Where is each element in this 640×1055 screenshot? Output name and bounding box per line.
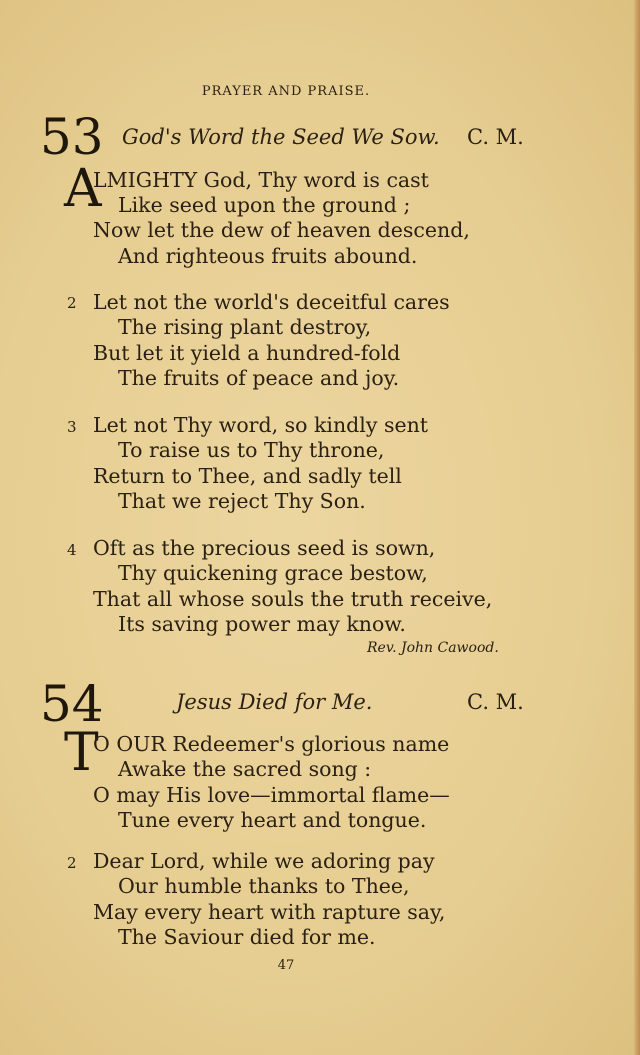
verse-line: That all whose souls the truth receive,	[93, 587, 493, 611]
verse-line: Tune every heart and tongue.	[118, 808, 427, 832]
hymn-number: 53	[40, 108, 104, 166]
running-head: PRAYER AND PRAISE.	[201, 84, 371, 99]
hymn-author: Rev. John Cawood.	[367, 640, 499, 656]
verse-line: Awake the sacred song :	[118, 757, 372, 781]
verse-line: And righteous fruits abound.	[118, 244, 418, 268]
verse-line: May every heart with rapture say,	[93, 900, 446, 924]
hymn-meter: C. M.	[467, 125, 524, 149]
verse-number: 2	[67, 854, 77, 872]
hymn-meter: C. M.	[467, 690, 524, 714]
verse-line: Dear Lord, while we adoring pay	[93, 849, 435, 873]
hymn-title: God's Word the Seed We Sow.	[122, 125, 440, 149]
verse-line: Oft as the precious seed is sown,	[93, 536, 436, 560]
page-number: 47	[277, 958, 295, 973]
verse-line: The rising plant destroy,	[118, 315, 372, 339]
verse-line: Its saving power may know.	[118, 612, 406, 636]
verse-line: The fruits of peace and joy.	[118, 366, 400, 390]
verse-line: Let not Thy word, so kindly sent	[93, 413, 429, 437]
verse-line: The Saviour died for me.	[118, 925, 376, 949]
verse-line: Thy quickening grace bestow,	[118, 561, 428, 585]
verse-line: Return to Thee, and sadly tell	[93, 464, 402, 488]
verse-line: O OUR Redeemer's glorious name	[93, 732, 450, 756]
verse-line: That we reject Thy Son.	[118, 489, 366, 513]
verse-number: 4	[67, 541, 77, 559]
page-edge	[634, 0, 640, 1055]
hymn-number: 54	[40, 675, 104, 733]
verse-line: O may His love—immortal flame—	[93, 783, 450, 807]
verse-line: Our humble thanks to Thee,	[118, 874, 410, 898]
verse-line: LMIGHTY God, Thy word is cast	[93, 168, 429, 192]
verse-line: To raise us to Thy throne,	[118, 438, 385, 462]
drop-cap: T	[64, 723, 99, 783]
hymn-title: Jesus Died for Me.	[176, 690, 373, 714]
verse-number: 2	[67, 294, 77, 312]
verse-line: Now let the dew of heaven descend,	[93, 218, 470, 242]
verse-number: 3	[67, 418, 77, 436]
verse-line: Like seed upon the ground ;	[118, 193, 411, 217]
verse-line: But let it yield a hundred-fold	[93, 341, 401, 365]
drop-cap: A	[64, 159, 102, 219]
verse-line: Let not the world's deceitful cares	[93, 290, 450, 314]
